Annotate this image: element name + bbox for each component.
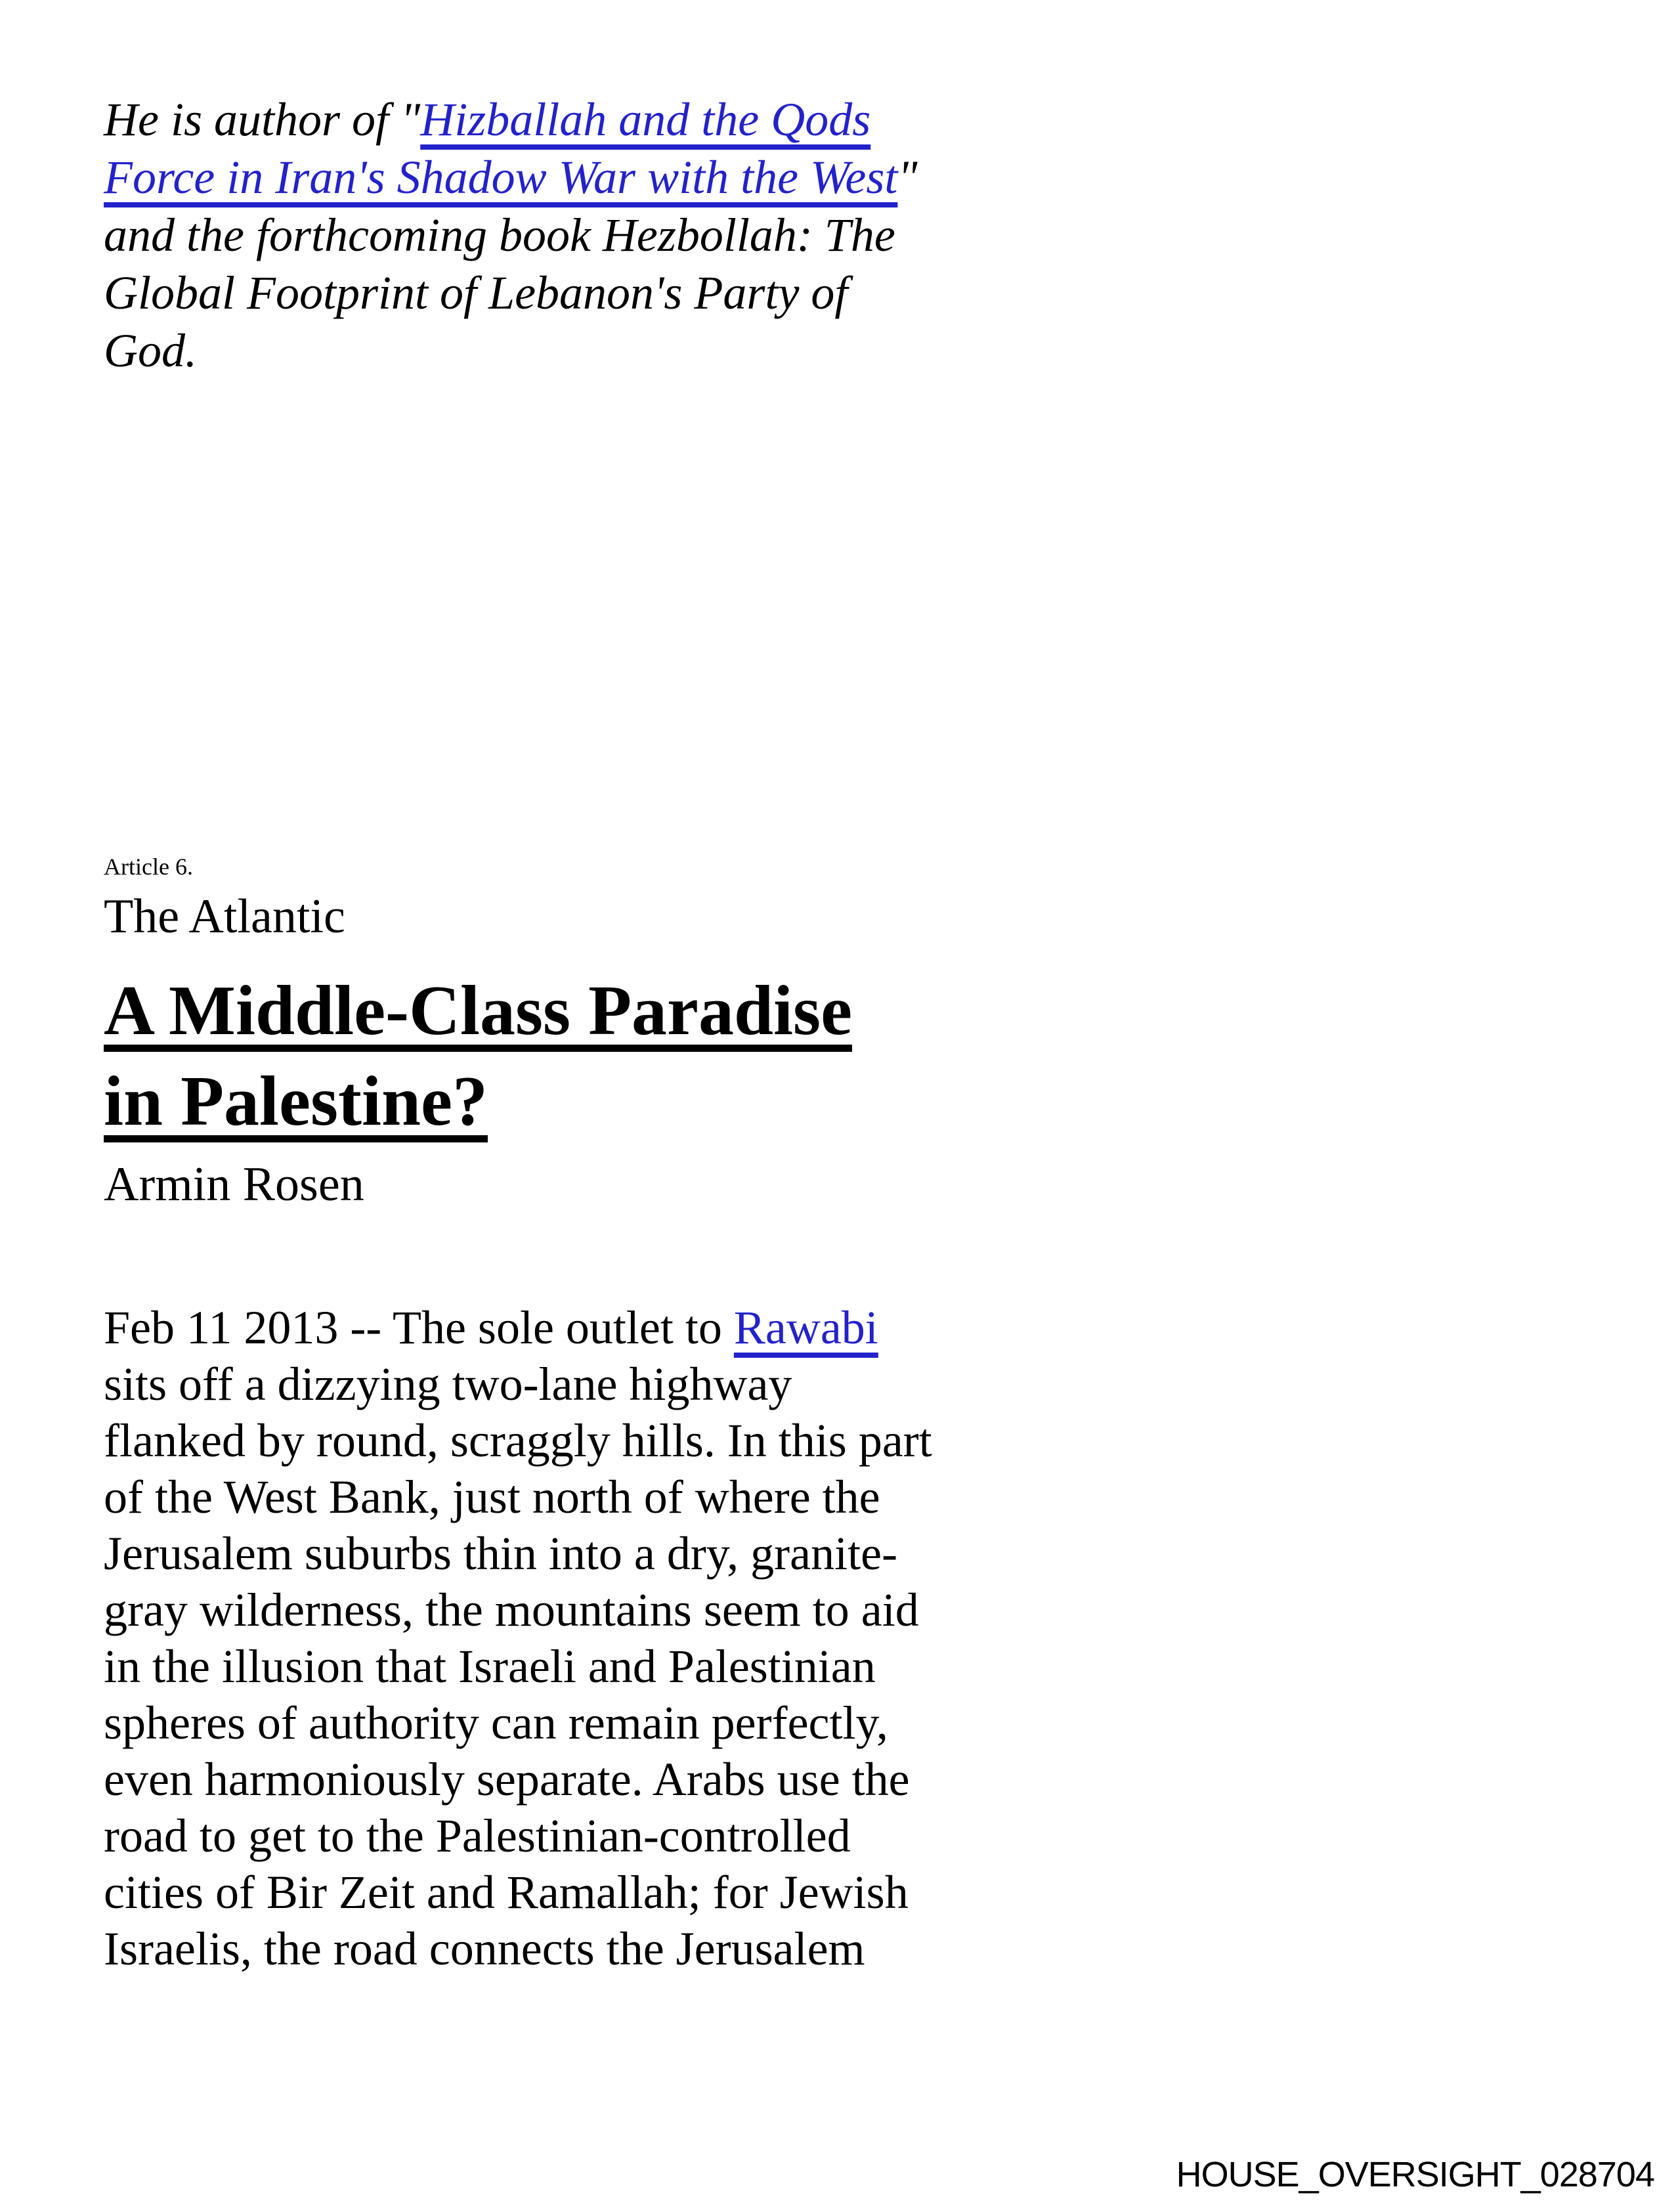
body-line: in the illusion that Israeli and Palestinian [104,1640,876,1693]
article-title-text: in Palestine? [104,1062,488,1140]
bio-text: He is author of " [104,93,421,146]
article-number-label: Article 6. [104,854,193,880]
publication-name: The Atlantic [104,890,345,943]
article-author: Armin Rosen [104,1158,364,1211]
bio-line: Global Footprint of Lebanon's Party of [104,267,848,319]
body-line: flanked by round, scraggly hills. In this part [104,1414,932,1467]
body-line: Jerusalem suburbs thin into a dry, granite- [104,1527,898,1580]
bio-line [104,91,918,148]
body-line [104,1299,932,1356]
body-line: gray wilderness, the mountains seem to aid [104,1584,919,1636]
article-body [104,1299,932,1977]
body-line: road to get to the Palestinian-controlled [104,1810,851,1862]
rawabi-link[interactable]: Rawabi [733,1301,878,1354]
bio-text: " [897,151,918,204]
bio-line: God. [104,324,197,377]
bio-line [104,148,918,206]
body-line: cities of Bir Zeit and Ramallah; for Jewish [104,1866,909,1919]
bio-line: and the forthcoming book Hezbollah: The [104,209,895,261]
body-line: spheres of authority can remain perfectly, [104,1697,888,1749]
body-line: Israelis, the road connects the Jerusalem [104,1922,865,1975]
body-line: even harmoniously separate. Arabs use the [104,1753,910,1806]
body-line: sits off a dizzying two-lane highway [104,1358,792,1410]
bio-paragraph [104,91,918,380]
article-title-line [104,966,852,1056]
book-title-link[interactable]: Force in Iran's Shadow War with the West [104,151,898,204]
body-text: Feb 11 2013 -- The sole outlet to [104,1301,734,1354]
bates-stamp: HOUSE_OVERSIGHT_028704 [1176,2155,1654,2194]
book-title-link[interactable]: Hizballah and the Qods [420,93,871,146]
body-line: of the West Bank, just north of where the [104,1471,880,1523]
article-title-line [104,1056,852,1147]
article-title [104,966,852,1147]
article-title-text: A Middle-Class Paradise [104,972,853,1050]
